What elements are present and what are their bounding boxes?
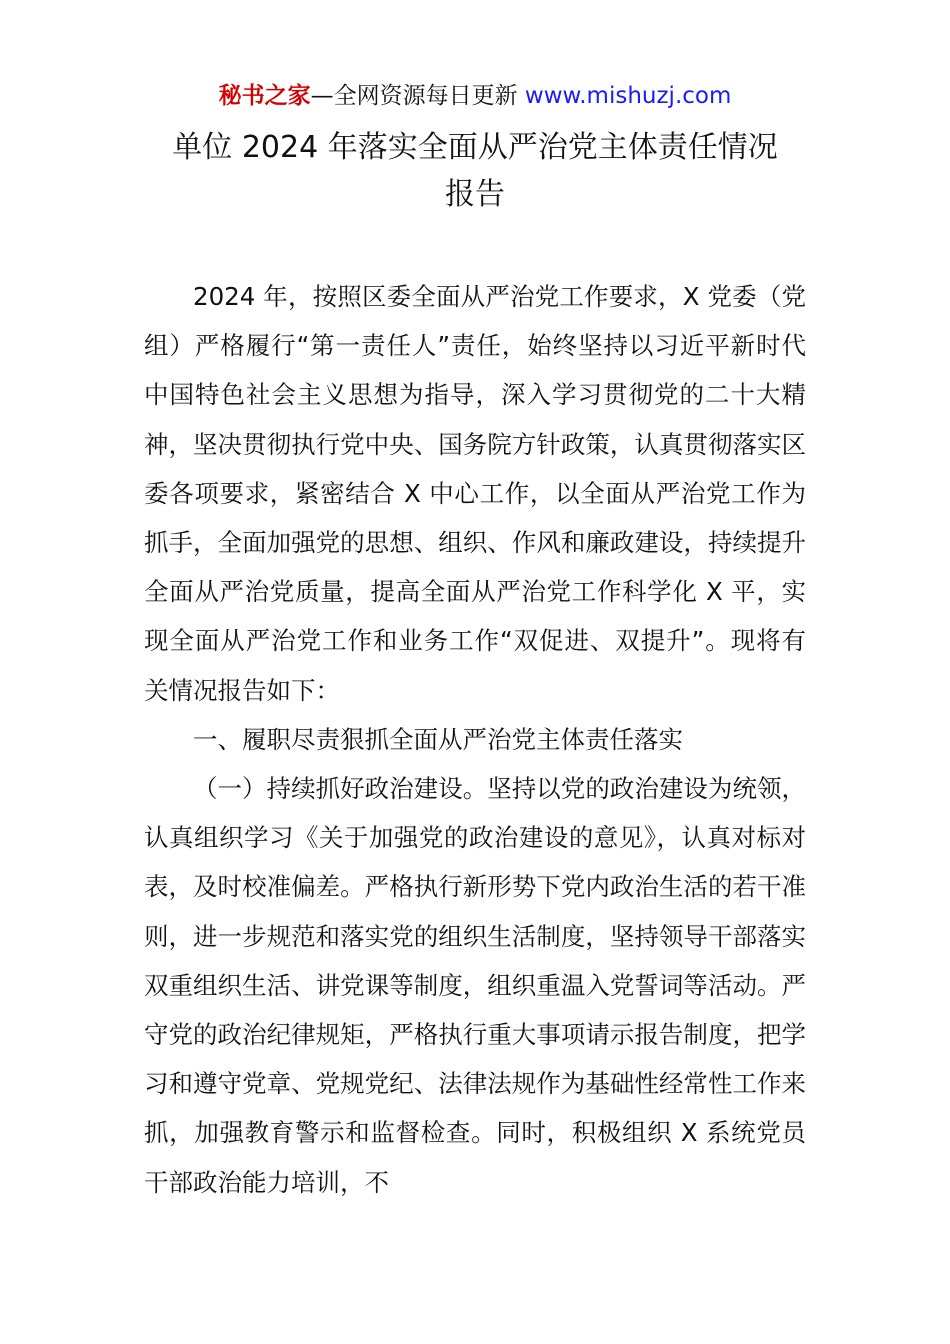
- subsection-paragraph-1: （一）持续抓好政治建设。坚持以党的政治建设为统领，认真组织学习《关于加强党的政治建设的意见》，认真对标对表，及时校准偏差。严格执行新形势下党内政治生活的若干准则，进一步规范和落实党的组织生活制度，坚持领导干部落实双重组织生活、讲党课等制度，组织重温入党誓词等活动。严守党的政治纪律规矩，严格执行重大事项请示报告制度，把学习和遵守党章、党规党纪、法律法规作为基础性经常性工作来抓，加强教育警示和监督检查。同时，积极组织 X 系统党员干部政治能力培训，不: [144, 774, 806, 1197]
- document-body: [144, 272, 806, 1207]
- title-line-1: 单位 2024 年落实全面从严治党主体责任情况: [172, 130, 778, 165]
- section-heading-1: 一、履职尽责狠抓全面从严治党主体责任落实: [193, 724, 683, 754]
- header-tagline: —全网资源每日更新: [310, 83, 525, 109]
- site-url-link[interactable]: www.mishuzj.com: [524, 83, 732, 109]
- document-title: [120, 124, 830, 218]
- intro-paragraph: 2024 年，按照区委全面从严治党工作要求，X 党委（党组）严格履行“第一责任人”责任，始终坚持以习近平新时代中国特色社会主义思想为指导，深入学习贯彻党的二十大精神，坚决贯彻执行党中央、国务院方针政策，认真贯彻落实区委各项要求，紧密结合 X 中心工作，以全面从严治党工作为抓手，全面加强党的思想、组织、作风和廉政建设，持续提升全面从严治党质量，提高全面从严治党工作科学化 X 平，实现全面从严治党工作和业务工作“双促进、双提升”。现将有关情况报告如下：: [144, 282, 806, 705]
- title-line-2: 报告: [445, 177, 505, 212]
- site-header: [0, 80, 950, 112]
- brand-name: 秘书之家: [218, 83, 311, 109]
